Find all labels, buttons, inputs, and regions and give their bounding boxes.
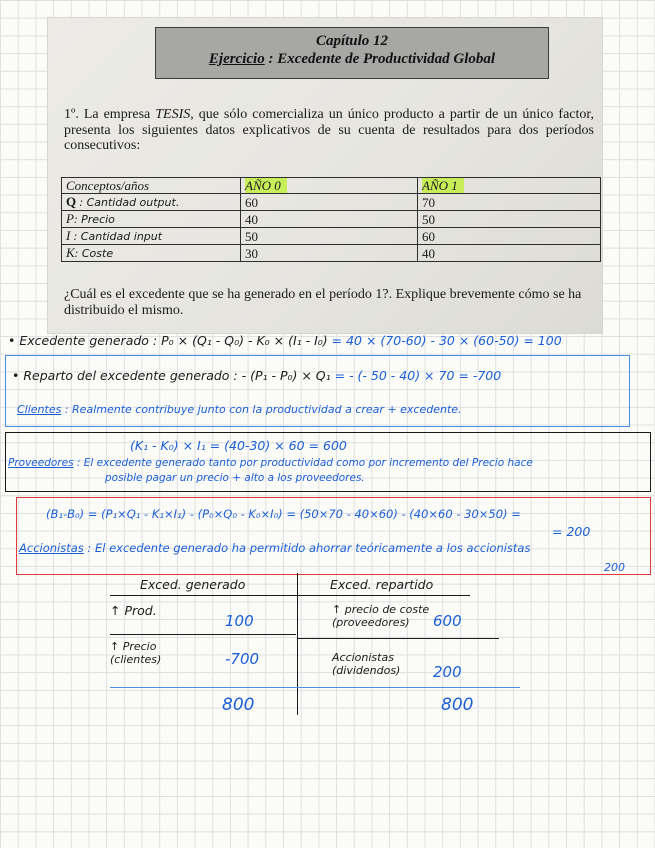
exercise-title [156, 51, 548, 68]
exercise-title-text: : Excedente de Productividad Global [264, 51, 496, 67]
table-cell: 50 [418, 211, 601, 228]
table-header: Conceptos/años [62, 178, 241, 194]
table-header-row [62, 178, 601, 194]
table-row [62, 245, 601, 262]
chapter-title: Capítulo 12 [315, 33, 389, 49]
table-cell [62, 245, 241, 262]
summary-right-rule [297, 638, 499, 639]
intro-text: , que sólo comercializa un único producto a partir de un único factor, presenta los siguientes datos explicativos de su cuenta de resultados para dos períodos consecutivos: [64, 107, 595, 153]
summary-right-value: 600 [433, 612, 462, 630]
summary-left-value: 100 [225, 612, 254, 630]
table-cell: 30 [241, 245, 418, 262]
clientes-line [17, 403, 462, 416]
excedente-generado-line [8, 333, 562, 348]
note-formula: - (P₁ - P₀) × Q₁ [241, 368, 331, 383]
accionistas-formula: (B₁-B₀) = (P₁×Q₁ - K₁×I₁) - (P₀×Q₀ - K₀×I₀) = (50×70 - 40×60) - (40×60 - 30×50) = [46, 507, 521, 521]
proveedores-line-2: posible pagar un precio + alto a los proveedores. [105, 472, 365, 484]
summary-divider [297, 573, 298, 715]
accionistas-result: = 200 [552, 524, 591, 539]
summary-right-header: Exced. repartido [330, 577, 434, 592]
proveedores-line [8, 457, 533, 469]
table-cell: 50 [241, 228, 418, 245]
table-cell [62, 194, 241, 211]
scanned-page [47, 17, 603, 334]
summary-left-label: ↑ Prod. [110, 603, 157, 618]
row-label: : Precio [73, 213, 115, 226]
accionistas-label: Accionistas [19, 541, 84, 555]
accionistas-tail: 200 [604, 561, 625, 574]
table-cell: 60 [418, 228, 601, 245]
summary-left-total: 800 [222, 695, 255, 715]
exercise-label: Ejercicio [208, 51, 265, 67]
table-cell: 70 [418, 194, 601, 211]
row-symbol: K [66, 245, 75, 260]
note-label: • Excedente generado : [8, 333, 162, 348]
summary-left-rule [110, 634, 296, 635]
reparto-line [12, 368, 501, 383]
note-result: = - (- 50 - 40) × 70 = -700 [330, 368, 502, 383]
table-header [418, 178, 601, 194]
table-cell: 40 [418, 245, 601, 262]
summary-left-value: -700 [225, 650, 260, 668]
proveedores-text: : El excedente generado tanto por productividad como por incremento del Precio hace [73, 457, 533, 469]
data-table [61, 177, 601, 262]
question-text: ¿Cuál es el excedente que se ha generado en el período 1?. Explique brevemente cómo se ha distribuido el mismo. [64, 287, 582, 318]
year-1-header: AÑO 1 [422, 178, 464, 193]
proveedores-label: Proveedores [8, 457, 74, 469]
row-label: : Cantidad output. [79, 196, 180, 209]
proveedores-formula: (K₁ - K₀) × I₁ = (40-30) × 60 = 600 [130, 438, 347, 453]
table-cell: 60 [241, 194, 418, 211]
table-cell [62, 211, 241, 228]
summary-right-label: ↑ precio de coste (proveedores) [332, 603, 430, 629]
clientes-box [5, 355, 630, 427]
table-row [62, 228, 601, 245]
row-symbol: P [66, 211, 74, 226]
summary-total-rule [110, 687, 520, 688]
year-0-header: AÑO 0 [245, 178, 287, 193]
company-name: TESIS [155, 107, 191, 122]
intro-prefix: 1º. La empresa [64, 107, 156, 122]
note-label: • Reparto del excedente generado : [12, 368, 242, 383]
summary-right-total: 800 [441, 695, 474, 715]
summary-right-value: 200 [433, 663, 462, 681]
row-symbol: I [66, 228, 71, 243]
summary-left-label: ↑ Precio (clientes) [110, 640, 162, 666]
summary-left-header: Exced. generado [140, 577, 246, 592]
table-cell [62, 228, 241, 245]
table-header [241, 178, 418, 194]
summary-top-rule [110, 595, 470, 596]
table-cell: 40 [241, 211, 418, 228]
row-symbol: Q [66, 194, 77, 209]
intro-paragraph [64, 107, 594, 154]
clientes-text: : Realmente contribuye junto con la productividad a crear + excedente. [61, 403, 462, 416]
row-label: : Coste [74, 247, 114, 260]
table-row [62, 194, 601, 211]
accionistas-line [19, 541, 530, 555]
accionistas-text: : El excedente generado ha permitido ahorrar teóricamente a los accionistas [83, 541, 531, 555]
table-row [62, 211, 601, 228]
summary-right-label: Accionistas (dividendos) [332, 651, 401, 677]
note-result: = 40 × (70-60) - 30 × (60-50) = 100 [327, 333, 562, 348]
chapter-title-box [155, 27, 549, 79]
note-formula: P₀ × (Q₁ - Q₀) - K₀ × (I₁ - I₀) [161, 333, 328, 348]
clientes-label: Clientes [17, 403, 62, 416]
row-label: : Cantidad input [73, 230, 163, 243]
